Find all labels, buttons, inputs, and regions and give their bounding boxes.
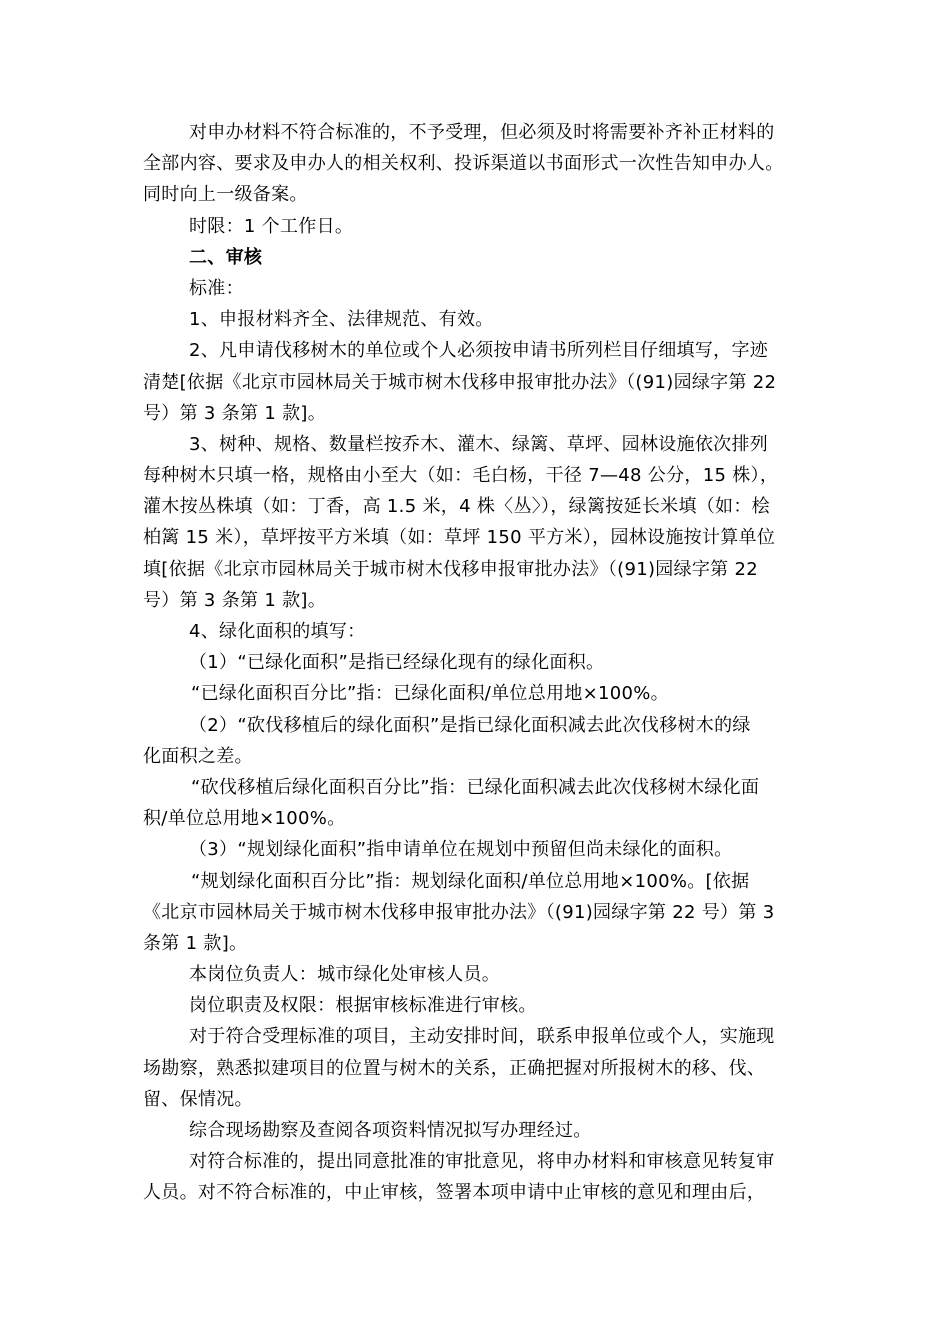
text-line: 1、申报材料齐全、法律规范、有效。 [189, 309, 494, 331]
text-line: 条第 1 款]。 [143, 932, 248, 954]
text-line: “已绿化面积百分比”指：已绿化面积/单位总用地×100%。 [191, 683, 669, 705]
text-line: “砍伐移植后绿化面积百分比”指：已绿化面积减去此次伐移树木绿化面 [191, 776, 760, 798]
text-line: 同时向上一级备案。 [143, 184, 308, 206]
text-line: 柏篱 15 米），草坪按平方米填（如：草坪 150 平方米），园林设施按计算单位 [143, 527, 776, 549]
text-line: （2）“砍伐移植后的绿化面积”是指已绿化面积减去此次伐移树木的绿 [189, 714, 751, 736]
text-line: 《北京市园林局关于城市树木伐移申报审批办法》（(91)园绿字第 22 号）第 3 [143, 901, 775, 923]
text-line: “规划绿化面积百分比”指：规划绿化面积/单位总用地×100%。[依据 [191, 870, 750, 892]
text-line: 对申办材料不符合标准的，不予受理，但必须及时将需要补齐补正材料的 [189, 122, 775, 143]
text-line: 人员。对不符合标准的，中止审核，签署本项申请中止审核的意见和理由后， [143, 1182, 766, 1204]
text-line: 积/单位总用地×100%。 [143, 808, 346, 830]
text-line: （3）“规划绿化面积”指申请单位在规划中预留但尚未绿化的面积。 [189, 839, 733, 861]
text-line: 填[依据《北京市园林局关于城市树木伐移申报审批办法》（(91)园绿字第 22 [143, 558, 758, 580]
text-line: 留、保情况。 [143, 1088, 253, 1110]
text-line: 岗位职责及权限：根据审核标准进行审核。 [189, 995, 537, 1017]
text-line: 对于符合受理标准的项目，主动安排时间，联系申报单位或个人，实施现 [189, 1026, 775, 1048]
text-line: 灌木按丛株填（如：丁香，高 1.5 米，4 株〈丛〉），绿篱按延长米填（如：桧 [143, 496, 770, 518]
text-line: 时限：1 个工作日。 [189, 215, 354, 237]
text-line: 场勘察，熟悉拟建项目的位置与树木的关系，正确把握对所报树木的移、伐、 [143, 1057, 766, 1079]
text-line: 号）第 3 条第 1 款]。 [143, 589, 327, 611]
text-line: 全部内容、要求及申办人的相关权利、投诉渠道以书面形式一次性告知申办人。 [143, 153, 784, 175]
text-line: （1）“已绿化面积”是指已经绿化现有的绿化面积。 [189, 652, 605, 674]
text-line: 清楚[依据《北京市园林局关于城市树木伐移申报审批办法》（(91)园绿字第 22 [143, 371, 777, 393]
text-line: 每种树木只填一格，规格由小至大（如：毛白杨，干径 7—48 公分，15 株）， [143, 465, 779, 487]
text-line: 标准： [189, 277, 244, 299]
text-line: 综合现场勘察及查阅各项资料情况拟写办理经过。 [189, 1120, 592, 1141]
text-line: 4、绿化面积的填写： [189, 621, 366, 642]
text-line: 本岗位负责人：城市绿化处审核人员。 [189, 964, 501, 986]
text-line: 2、凡申请伐移树木的单位或个人必须按申请书所列栏目仔细填写，字迹 [189, 340, 769, 362]
text-line: 3、树种、规格、数量栏按乔木、灌木、绿篱、草坪、园林设施依次排列 [189, 433, 769, 455]
text-line: 化面积之差。 [143, 745, 253, 767]
text-line: 对符合标准的，提出同意批准的审批意见，将申办材料和审核意见转复审 [189, 1151, 775, 1173]
section-heading: 二、审核 [189, 246, 263, 268]
text-line: 号）第 3 条第 1 款]。 [143, 402, 327, 424]
